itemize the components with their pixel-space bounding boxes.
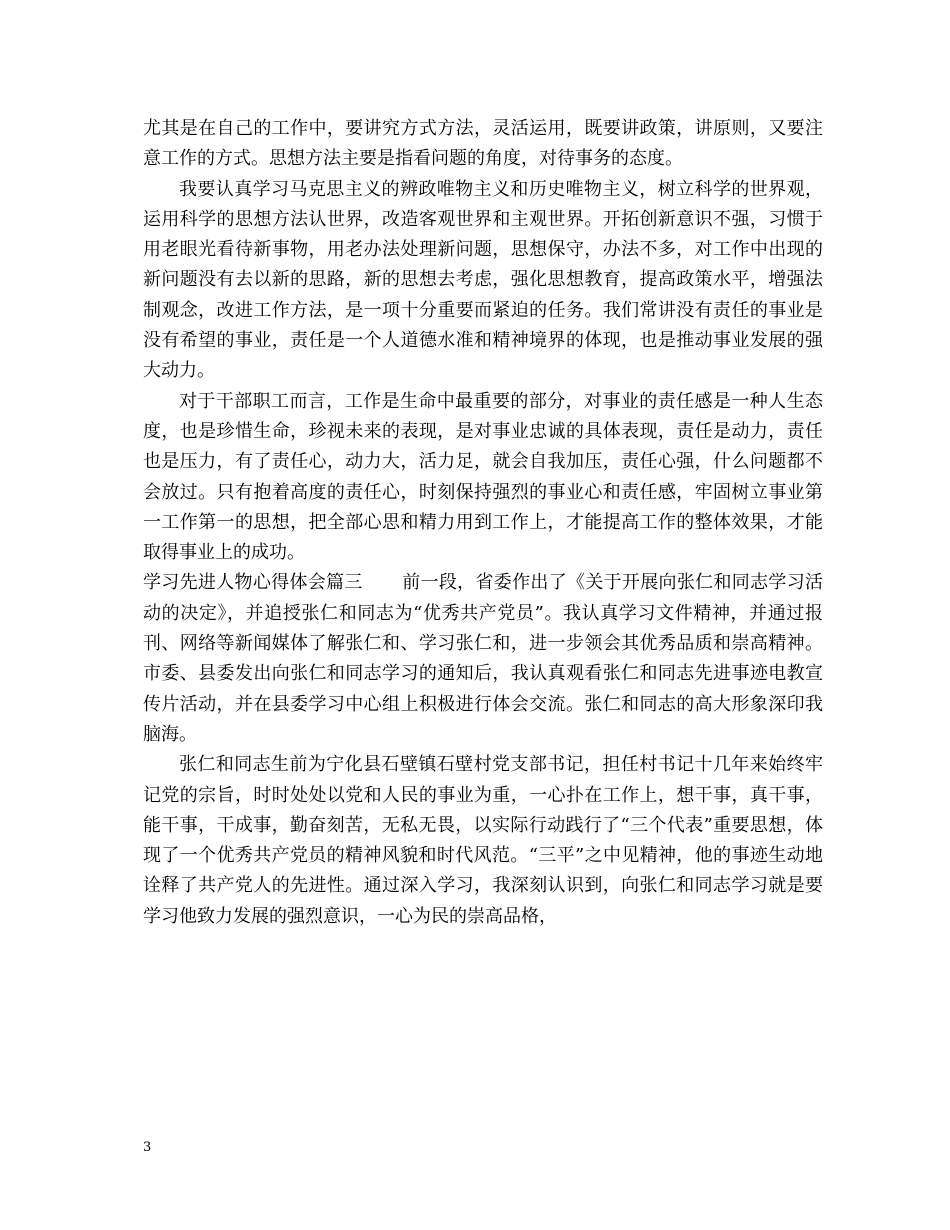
paragraph-zhang-renhe: 张仁和同志生前为宁化县石壁镇石壁村党支部书记，担任村书记十几年来始终牢记党的宗旨，时时处处以党和人民的事业为重，一心扑在工作上，想干事，真干事，能干事，干成事，勤奋刻苦，无私无畏，以实际行动践行了“三个代表”重要思想，体现了一个优秀共产党员的精神风貌和时代风范。“三平”之中见精神，他的事迹生动地诠释了共产党人的先进性。通过深入学习，我深刻认识到，向张仁和同志学习就是要学习他致力发展的强烈意识，一心为民的崇高品格，: [143, 754, 823, 927]
document-body: [143, 114, 823, 932]
paragraph-worldview: 我要认真学习马克思主义的辨政唯物主义和历史唯物主义，树立科学的世界观，运用科学的思想方法认世界，改造客观世界和主观世界。开拓创新意识不强，习惯于用老眼光看待新事物，用老办法处理新问题，思想保守，办法不多，对工作中出现的新问题没有去以新的思路，新的思想去考虑，强化思想教育，提高政策水平，增强法制观念，改进工作方法，是一项十分重要而紧迫的任务。我们常讲没有责任的事业是没有希望的事业，责任是一个人道德水准和精神境界的体现，也是推动事业发展的强大动力。: [143, 178, 823, 382]
paragraph-responsibility: 对于干部职工而言，工作是生命中最重要的部分，对事业的责任感是一种人生态度，也是珍惜生命，珍视未来的表现，是对事业忠诚的具体表现，责任是动力，责任也是压力，有了责任心，动力大，活力足，就会自我加压，责任心强，什么问题都不会放过。只有抱着高度的责任心，时刻保持强烈的事业心和责任感，牢固树立事业第一工作第一的思想，把全部心思和精力用到工作上，才能提高工作的整体效果，才能取得事业上的成功。: [143, 390, 823, 564]
paragraph-continuation: 尤其是在自己的工作中，要讲究方式方法，灵活运用，既要讲政策，讲原则，又要注意工作的方式。思想方法主要是指看问题的角度，对待事务的态度。: [143, 118, 823, 170]
section-heading: 学习先进人物心得体会篇三: [143, 572, 363, 594]
section-paragraph: [143, 568, 823, 750]
section-text: 前一段，省委作出了《关于开展向张仁和同志学习活动的决定》，并追授张仁和同志为“优秀共产党员”。我认真学习文件精神，并通过报刊、网络等新闻媒体了解张仁和、学习张仁和，进一步领会其优秀品质和崇高精神。市委、县委发出向张仁和同志学习的通知后，我认真观看张仁和同志先进事迹电教宣传片活动，并在县委学习中心组上积极进行体会交流。张仁和同志的高大形象深印我脑海。: [143, 572, 823, 745]
page-number: 3: [143, 1140, 152, 1155]
